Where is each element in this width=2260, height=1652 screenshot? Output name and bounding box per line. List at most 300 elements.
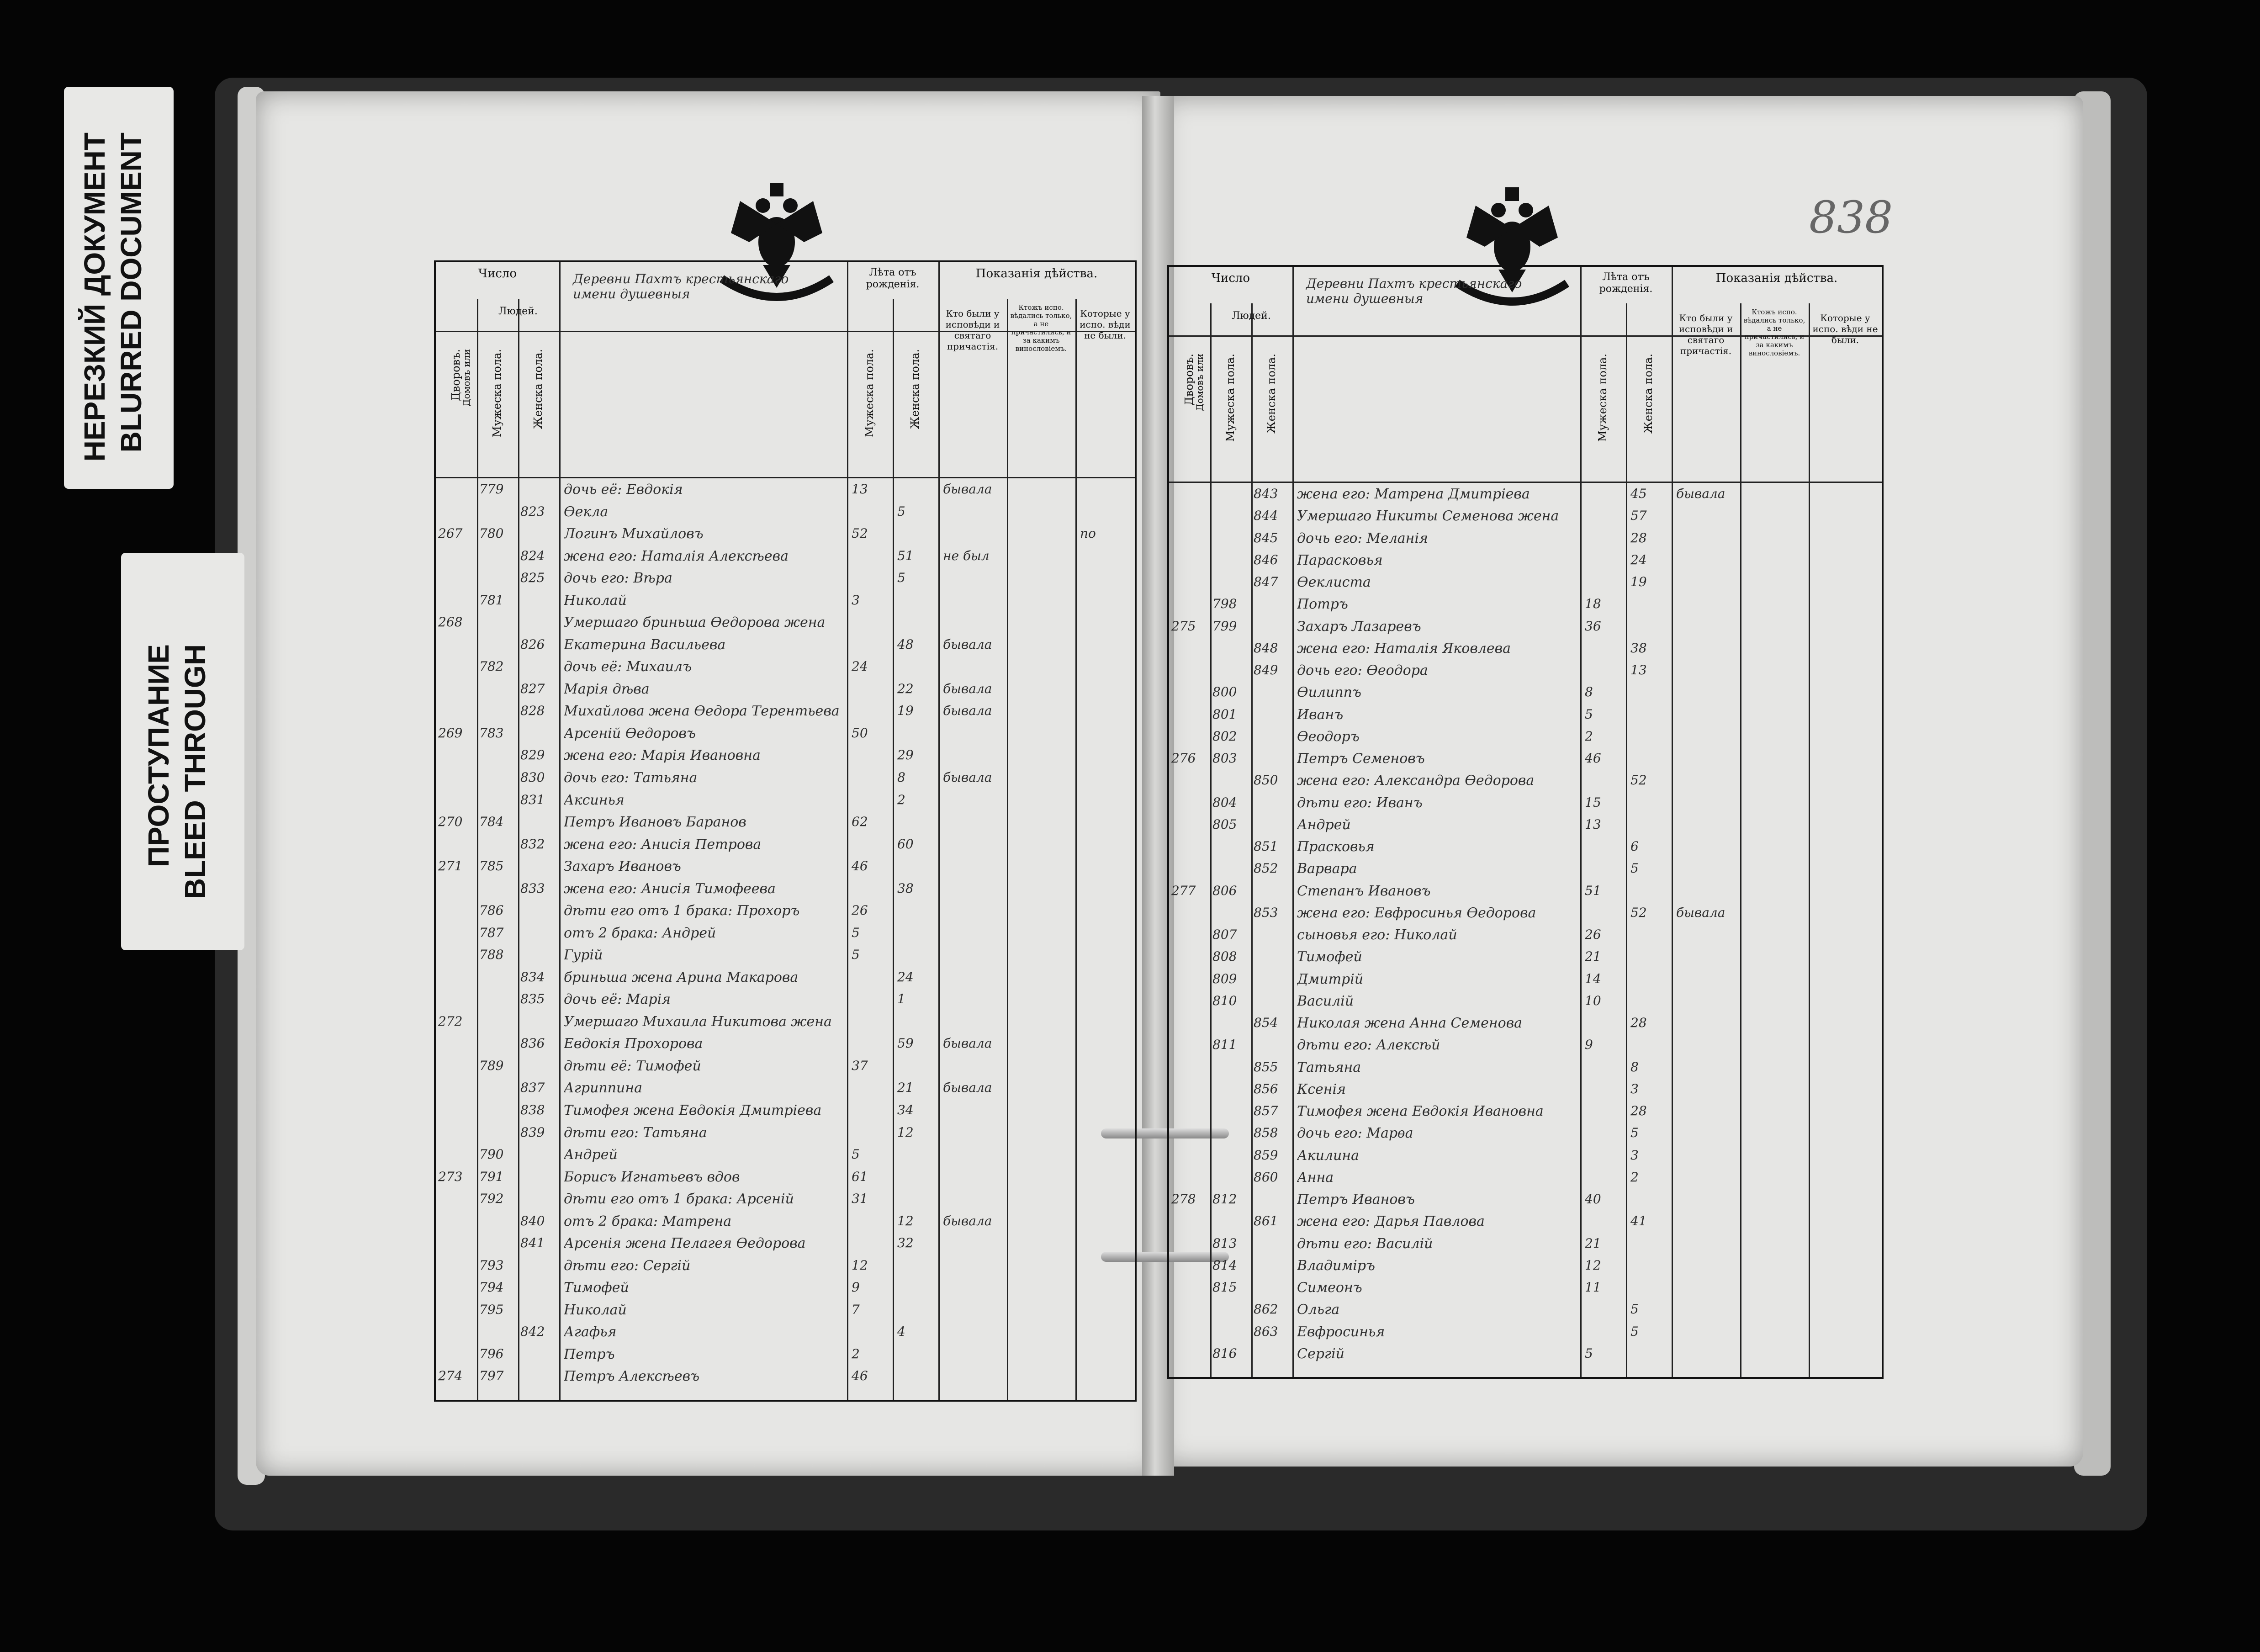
register-cell: Арсенія жена Пелагея Ѳедорова — [564, 1235, 806, 1252]
register-cell: 816 — [1212, 1345, 1237, 1361]
register-cell: 848 — [1254, 640, 1278, 656]
register-cell: 2 — [1585, 728, 1593, 744]
register-cell: дѣти его отъ 1 брака: Арсеній — [564, 1191, 794, 1207]
register-cell: Прасковья — [1297, 839, 1375, 855]
register-cell: 276 — [1171, 751, 1196, 766]
register-cell: 858 — [1254, 1125, 1278, 1141]
header-pokazania: Показанія дѣйства. — [1715, 271, 1838, 285]
header-domov: Домовъ или — [461, 349, 472, 407]
register-cell: 802 — [1212, 728, 1237, 744]
register-cell: 37 — [852, 1058, 868, 1073]
register-cell: 803 — [1212, 751, 1237, 766]
register-cell: 798 — [1212, 596, 1237, 612]
register-cell: 60 — [897, 836, 914, 852]
register-cell: 46 — [852, 858, 868, 874]
header-ktozhe: Ктожъ испо. вѣдались только, а не причастились, и за какимъ винословіемъ. — [1743, 308, 1805, 357]
register-cell: 857 — [1254, 1103, 1278, 1118]
register-cell: 19 — [1630, 574, 1647, 589]
register-cell: Марія дѣва — [564, 681, 650, 697]
tag-bleed-ru: ПРОСТУПАНИЕ — [142, 644, 175, 868]
register-cell: Тимофея жена Евдокія Дмитріева — [564, 1102, 822, 1119]
register-cell: 793 — [479, 1257, 504, 1273]
register-cell: 779 — [479, 482, 504, 497]
register-cell: 786 — [479, 903, 504, 918]
register-cell: 847 — [1254, 574, 1278, 589]
register-cell: 270 — [438, 814, 463, 830]
register-cell: 796 — [479, 1346, 504, 1361]
register-cell: 46 — [852, 1368, 868, 1384]
register-cell: 46 — [1585, 751, 1601, 766]
register-cell: 40 — [1585, 1191, 1601, 1207]
register-cell: 785 — [479, 858, 504, 874]
register-cell: дочь его: Ѳеодора — [1297, 662, 1428, 678]
register-cell: бывала — [943, 482, 992, 497]
register-cell: 267 — [438, 526, 463, 541]
register-cell: дѣти его: Алексѣй — [1297, 1037, 1440, 1054]
header-column-title: Деревни Пахтъ крестьянскаго имени душевныя — [573, 271, 789, 302]
register-table-right — [1167, 265, 1884, 1379]
register-cell: 34 — [897, 1102, 914, 1118]
register-cell: 800 — [1212, 684, 1237, 700]
register-cell: 5 — [897, 570, 905, 586]
register-cell: отъ 2 брака: Матрена — [564, 1213, 732, 1229]
register-cell: бриньша жена Арина Макарова — [564, 969, 799, 985]
register-cell: Ѳилиппъ — [1297, 684, 1361, 701]
register-cell: 21 — [1585, 1235, 1601, 1251]
register-cell: 813 — [1212, 1235, 1237, 1251]
register-cell: Умершаго Никиты Семенова жена — [1297, 508, 1559, 524]
register-cell: 24 — [852, 659, 868, 674]
register-cell: 8 — [1585, 684, 1593, 700]
register-cell: 271 — [438, 858, 463, 874]
register-cell: Николай — [564, 592, 627, 609]
register-cell: бывала — [1676, 905, 1725, 920]
register-cell: 15 — [1585, 794, 1601, 810]
register-cell: Петръ Ивановъ — [1297, 1191, 1415, 1207]
register-cell: 19 — [897, 703, 914, 719]
register-cell: 8 — [1630, 1059, 1639, 1075]
register-cell: 860 — [1254, 1169, 1278, 1185]
register-cell: 26 — [1585, 927, 1601, 942]
register-cell: 5 — [1630, 861, 1639, 876]
register-cell: 851 — [1254, 839, 1278, 854]
register-cell: 14 — [1585, 971, 1601, 986]
register-cell: 812 — [1212, 1191, 1237, 1207]
register-cell: бывала — [943, 769, 992, 785]
register-cell: Екатерина Васильева — [564, 636, 726, 653]
tag-blurred-ru: НЕРЕЗКИЙ ДОКУМЕНТ — [78, 132, 111, 462]
header-lyudey: Людей. — [1232, 310, 1271, 322]
register-cell: 830 — [520, 769, 545, 785]
register-cell: 797 — [479, 1368, 504, 1384]
register-cell: 272 — [438, 1013, 463, 1029]
register-cell: дѣти его отъ 1 брака: Прохоръ — [564, 903, 800, 919]
header-kotorye: Которые у испо. вѣди не были. — [1080, 308, 1131, 341]
register-cell: 810 — [1212, 993, 1237, 1008]
register-cell: 827 — [520, 681, 545, 696]
register-cell: 50 — [852, 725, 868, 741]
header-kto-byli: Кто были у исповѣди и святаго причастія. — [945, 308, 1000, 352]
register-cell: 5 — [1585, 1345, 1593, 1361]
register-cell: Акилина — [1297, 1147, 1360, 1164]
register-cell: 45 — [1630, 486, 1647, 501]
register-cell: 274 — [438, 1368, 463, 1384]
register-cell: 2 — [1630, 1169, 1639, 1185]
register-cell: 13 — [1585, 816, 1601, 832]
register-cell: 4 — [897, 1324, 905, 1340]
register-cell: отъ 2 брака: Андрей — [564, 925, 716, 941]
register-cell: дочь его: Татьяна — [564, 769, 698, 786]
tag-bleed-through — [121, 553, 244, 950]
register-cell: Гурій — [564, 947, 603, 964]
tag-bleed-en: BLEED THROUGH — [179, 644, 212, 900]
register-cell: Петръ Алексѣевъ — [564, 1368, 700, 1385]
register-cell: 787 — [479, 925, 504, 940]
register-cell: 814 — [1212, 1257, 1237, 1273]
register-cell: 21 — [897, 1080, 914, 1096]
register-cell: Иванъ — [1297, 706, 1344, 723]
register-cell: 859 — [1254, 1147, 1278, 1163]
register-cell: 850 — [1254, 773, 1278, 788]
header-zhen: Женска пола. — [1265, 354, 1278, 434]
register-cell: 792 — [479, 1191, 504, 1207]
header-chislo: Число — [1211, 271, 1250, 285]
register-cell: 269 — [438, 725, 463, 741]
register-cell: Потръ — [1297, 596, 1348, 613]
register-cell: 9 — [852, 1280, 860, 1295]
register-cell: 41 — [1630, 1213, 1647, 1229]
register-cell: 789 — [479, 1058, 504, 1073]
register-cell: 861 — [1254, 1213, 1278, 1229]
register-cell: жена его: Анисія Петрова — [564, 836, 762, 852]
register-cell: 840 — [520, 1213, 545, 1228]
register-cell: Андрей — [1297, 816, 1351, 833]
register-cell: 28 — [1630, 530, 1647, 545]
register-cell: 21 — [1585, 949, 1601, 964]
register-cell: бывала — [943, 1213, 992, 1228]
register-cell: бывала — [943, 636, 992, 652]
register-cell: дѣти его: Сергій — [564, 1257, 691, 1274]
register-cell: 834 — [520, 969, 545, 985]
register-cell: по — [1080, 526, 1096, 541]
register-cell: 5 — [1630, 1324, 1639, 1339]
register-cell: не был — [943, 548, 990, 563]
register-cell: Аксинья — [564, 792, 625, 808]
register-cell: 784 — [479, 814, 504, 830]
register-cell: жена его: Дарья Павлова — [1297, 1213, 1485, 1230]
register-cell: Ѳеклиста — [1297, 574, 1371, 590]
register-cell: 804 — [1212, 794, 1237, 810]
register-cell: 807 — [1212, 927, 1237, 942]
header-muzh: Мужеска пола. — [491, 349, 503, 437]
register-cell: Захаръ Лазаревъ — [1297, 618, 1421, 635]
register-cell: 32 — [897, 1235, 914, 1251]
register-cell: 22 — [897, 681, 914, 696]
register-cell: Парасковья — [1297, 552, 1383, 568]
register-cell: дочь его: Марѳа — [1297, 1125, 1413, 1142]
register-cell: 5 — [852, 925, 860, 940]
header-kotorye: Которые у испо. вѣди не были. — [1812, 312, 1878, 345]
register-cell: 57 — [1630, 508, 1647, 524]
register-cell: 12 — [897, 1124, 914, 1140]
register-cell: 794 — [479, 1280, 504, 1295]
register-cell: 836 — [520, 1036, 545, 1051]
register-cell: 9 — [1585, 1037, 1593, 1053]
register-cell: 824 — [520, 548, 545, 563]
register-cell: Евфросинья — [1297, 1324, 1385, 1340]
register-cell: дѣти его: Василій — [1297, 1235, 1433, 1252]
register-cell: 5 — [852, 1147, 860, 1162]
register-cell: 268 — [438, 614, 463, 630]
page-number: 838 — [1809, 192, 1893, 243]
register-cell: 52 — [1630, 773, 1647, 788]
register-cell: Владиміръ — [1297, 1257, 1376, 1274]
register-cell: Николай — [564, 1302, 627, 1318]
register-cell: 846 — [1254, 552, 1278, 567]
register-cell: 823 — [520, 503, 545, 519]
register-cell: 832 — [520, 836, 545, 852]
register-cell: 31 — [852, 1191, 868, 1207]
register-cell: Петръ Ивановъ Баранов — [564, 814, 746, 831]
register-cell: бывала — [1676, 486, 1725, 501]
register-cell: 5 — [852, 947, 860, 963]
register-cell: бывала — [943, 703, 992, 719]
register-cell: 3 — [1630, 1147, 1639, 1163]
register-cell: дочь её: Михаилъ — [564, 659, 692, 675]
register-cell: 838 — [520, 1102, 545, 1118]
register-cell: 275 — [1171, 618, 1196, 634]
register-cell: Василій — [1297, 993, 1354, 1009]
register-cell: 855 — [1254, 1059, 1278, 1075]
register-cell: Тимофей — [1297, 949, 1362, 965]
header-dvorov: Дворовъ. — [1183, 354, 1196, 406]
register-cell: 841 — [520, 1235, 545, 1251]
register-cell: 831 — [520, 792, 545, 807]
header-leta: Лѣта отъ рожденія. — [866, 267, 920, 291]
register-cell: Петръ — [564, 1346, 615, 1362]
register-cell: 273 — [438, 1169, 463, 1184]
header-dvorov: Дворовъ. — [450, 349, 462, 401]
header-chislo: Число — [478, 267, 517, 281]
register-cell: жена его: Наталія Алексѣева — [564, 548, 789, 564]
register-cell: 28 — [1630, 1103, 1647, 1118]
register-cell: 782 — [479, 659, 504, 674]
register-cell: 277 — [1171, 883, 1196, 898]
register-cell: 12 — [852, 1257, 868, 1273]
register-cell: 844 — [1254, 508, 1278, 524]
header-ktozhe: Ктожъ испо. вѣдались только, а не причастились, и за какимъ винословіемъ. — [1010, 303, 1072, 353]
register-cell: 10 — [1585, 993, 1601, 1008]
header-domov: Домовъ или — [1194, 354, 1205, 411]
register-cell: 863 — [1254, 1324, 1278, 1339]
register-cell: Ѳеклa — [564, 503, 609, 520]
register-cell: 780 — [479, 526, 504, 541]
register-cell: 826 — [520, 636, 545, 652]
register-cell: 842 — [520, 1324, 545, 1340]
register-cell: 2 — [852, 1346, 860, 1361]
register-cell: 13 — [1630, 662, 1647, 678]
register-cell: Анна — [1297, 1169, 1334, 1186]
register-cell: 26 — [852, 903, 868, 918]
register-cell: Михайлова жена Ѳедора Терентьева — [564, 703, 840, 720]
register-cell: Борисъ Игнатьевъ вдов — [564, 1169, 740, 1185]
register-cell: 48 — [897, 636, 914, 652]
register-cell: 278 — [1171, 1191, 1196, 1207]
register-cell: Петръ Семеновъ — [1297, 751, 1425, 767]
register-cell: 852 — [1254, 861, 1278, 876]
tag-blurred-en: BLURRED DOCUMENT — [115, 132, 148, 453]
header-zhen: Женска пола. — [532, 349, 545, 429]
register-cell: 8 — [897, 769, 905, 785]
register-cell: Ксенія — [1297, 1081, 1346, 1097]
register-cell: 11 — [1585, 1280, 1601, 1295]
register-cell: 51 — [1585, 883, 1601, 898]
register-cell: Варвара — [1297, 861, 1357, 877]
tag-blurred-document — [64, 87, 174, 489]
register-cell: 790 — [479, 1147, 504, 1162]
header-leta-z: Женска пола. — [1642, 354, 1655, 434]
register-cell: 781 — [479, 592, 504, 608]
register-cell: Сергій — [1297, 1345, 1344, 1362]
header-leta: Лѣта отъ рожденія. — [1599, 271, 1653, 295]
register-cell: 806 — [1212, 883, 1237, 898]
register-cell: дочь его: Вѣра — [564, 570, 672, 587]
register-cell: Степанъ Ивановъ — [1297, 883, 1431, 899]
register-cell: дѣти её: Тимофей — [564, 1058, 701, 1074]
register-cell: 845 — [1254, 530, 1278, 545]
register-cell: жена его: Наталія Яковлева — [1297, 640, 1511, 657]
register-cell: 791 — [479, 1169, 504, 1184]
register-cell: 28 — [1630, 1015, 1647, 1030]
register-cell: Агриппина — [564, 1080, 643, 1096]
register-cell: 1 — [897, 991, 905, 1007]
register-cell: 825 — [520, 570, 545, 586]
register-cell: 853 — [1254, 905, 1278, 920]
register-cell: 811 — [1212, 1037, 1237, 1053]
header-muzh: Мужеска пола. — [1224, 354, 1237, 442]
register-cell: жена его: Александра Ѳедорова — [1297, 773, 1535, 789]
register-cell: 5 — [1585, 706, 1593, 722]
register-cell: 3 — [852, 592, 860, 608]
register-cell: дѣти его: Татьяна — [564, 1124, 707, 1141]
header-kto-byli: Кто были у исповѣди и святаго причастія. — [1678, 312, 1733, 356]
register-cell: жена его: Евфросинья Ѳедорова — [1297, 905, 1536, 921]
register-cell: Агафья — [564, 1324, 617, 1340]
register-cell: 52 — [1630, 905, 1647, 920]
register-cell: 829 — [520, 747, 545, 763]
register-cell: 809 — [1212, 971, 1237, 986]
register-cell: 815 — [1212, 1280, 1237, 1295]
register-cell: Захаръ Ивановъ — [564, 858, 681, 875]
register-cell: 52 — [852, 526, 868, 541]
register-cell: Умершаго бриньша Ѳедорова жена — [564, 614, 826, 631]
register-cell: 801 — [1212, 706, 1237, 722]
register-cell: жена его: Анисія Тимофеева — [564, 880, 776, 897]
register-cell: 849 — [1254, 662, 1278, 678]
register-cell: Тимофей — [564, 1280, 629, 1296]
register-cell: Андрей — [564, 1147, 618, 1163]
register-table-left — [434, 260, 1137, 1402]
register-cell: дочь его: Меланія — [1297, 530, 1428, 546]
register-cell: 62 — [852, 814, 868, 830]
register-cell: 854 — [1254, 1015, 1278, 1030]
register-cell: 805 — [1212, 816, 1237, 832]
register-cell: 856 — [1254, 1081, 1278, 1096]
register-cell: 36 — [1585, 618, 1601, 634]
register-cell: дѣти его: Иванъ — [1297, 794, 1423, 811]
header-lyudey: Людей. — [498, 306, 538, 317]
register-cell: 3 — [1630, 1081, 1639, 1096]
register-cell: 843 — [1254, 486, 1278, 501]
register-cell: 12 — [1585, 1257, 1601, 1273]
register-cell: Евдокія Прохорова — [564, 1036, 703, 1052]
register-cell: Симеонъ — [1297, 1280, 1362, 1296]
register-cell: 24 — [1630, 552, 1647, 567]
register-cell: 29 — [897, 747, 914, 763]
register-cell: Дмитрій — [1297, 971, 1364, 987]
register-cell: дочь её: Марія — [564, 991, 671, 1008]
register-cell: 788 — [479, 947, 504, 963]
register-cell: Арсеній Ѳедоровъ — [564, 725, 696, 741]
register-cell: 61 — [852, 1169, 868, 1184]
register-cell: Тимофея жена Евдокія Ивановна — [1297, 1103, 1544, 1119]
register-cell: 12 — [897, 1213, 914, 1228]
register-cell: жена его: Марія Ивановна — [564, 747, 761, 764]
header-leta-m: Мужеска пола. — [1596, 354, 1609, 442]
register-cell: 837 — [520, 1080, 545, 1096]
register-cell: 38 — [1630, 640, 1647, 656]
register-cell: 38 — [897, 880, 914, 896]
register-cell: 51 — [897, 548, 914, 563]
register-cell: 833 — [520, 880, 545, 896]
register-cell: 799 — [1212, 618, 1237, 634]
register-cell: 5 — [1630, 1302, 1639, 1317]
register-cell: Ольга — [1297, 1302, 1340, 1318]
header-pokazania: Показанія дѣйства. — [975, 267, 1098, 281]
register-cell: 5 — [1630, 1125, 1639, 1141]
register-cell: 59 — [897, 1036, 914, 1051]
register-cell: 862 — [1254, 1302, 1278, 1317]
register-cell: Логинъ Михайловъ — [564, 526, 704, 542]
register-cell: 839 — [520, 1124, 545, 1140]
register-cell: 835 — [520, 991, 545, 1007]
register-cell: 13 — [852, 482, 868, 497]
register-cell: бывала — [943, 1036, 992, 1051]
register-cell: 828 — [520, 703, 545, 719]
header-leta-m: Мужеска пола. — [863, 349, 876, 437]
register-cell: бывала — [943, 681, 992, 696]
header-leta-z: Женска пола. — [909, 349, 921, 429]
register-cell: сыновья его: Николай — [1297, 927, 1457, 943]
register-cell: Николая жена Анна Семенова — [1297, 1015, 1523, 1031]
register-cell: Татьяна — [1297, 1059, 1361, 1075]
register-cell: бывала — [943, 1080, 992, 1096]
register-cell: 18 — [1585, 596, 1601, 612]
register-cell: 5 — [897, 503, 905, 519]
register-cell: 783 — [479, 725, 504, 741]
register-cell: 24 — [897, 969, 914, 985]
register-cell: 6 — [1630, 839, 1639, 854]
register-cell: жена его: Матрена Дмитріева — [1297, 486, 1530, 502]
register-cell: 795 — [479, 1302, 504, 1317]
register-cell: дочь её: Евдокія — [564, 482, 683, 498]
register-cell: 2 — [897, 792, 905, 807]
register-cell: Ѳеодоръ — [1297, 728, 1360, 745]
register-cell: 7 — [852, 1302, 860, 1317]
register-cell: Умершаго Михаила Никитова жена — [564, 1013, 832, 1030]
register-cell: 808 — [1212, 949, 1237, 964]
header-column-title: Деревни Пахтъ крестьянскаго имени душевныя — [1306, 276, 1522, 306]
